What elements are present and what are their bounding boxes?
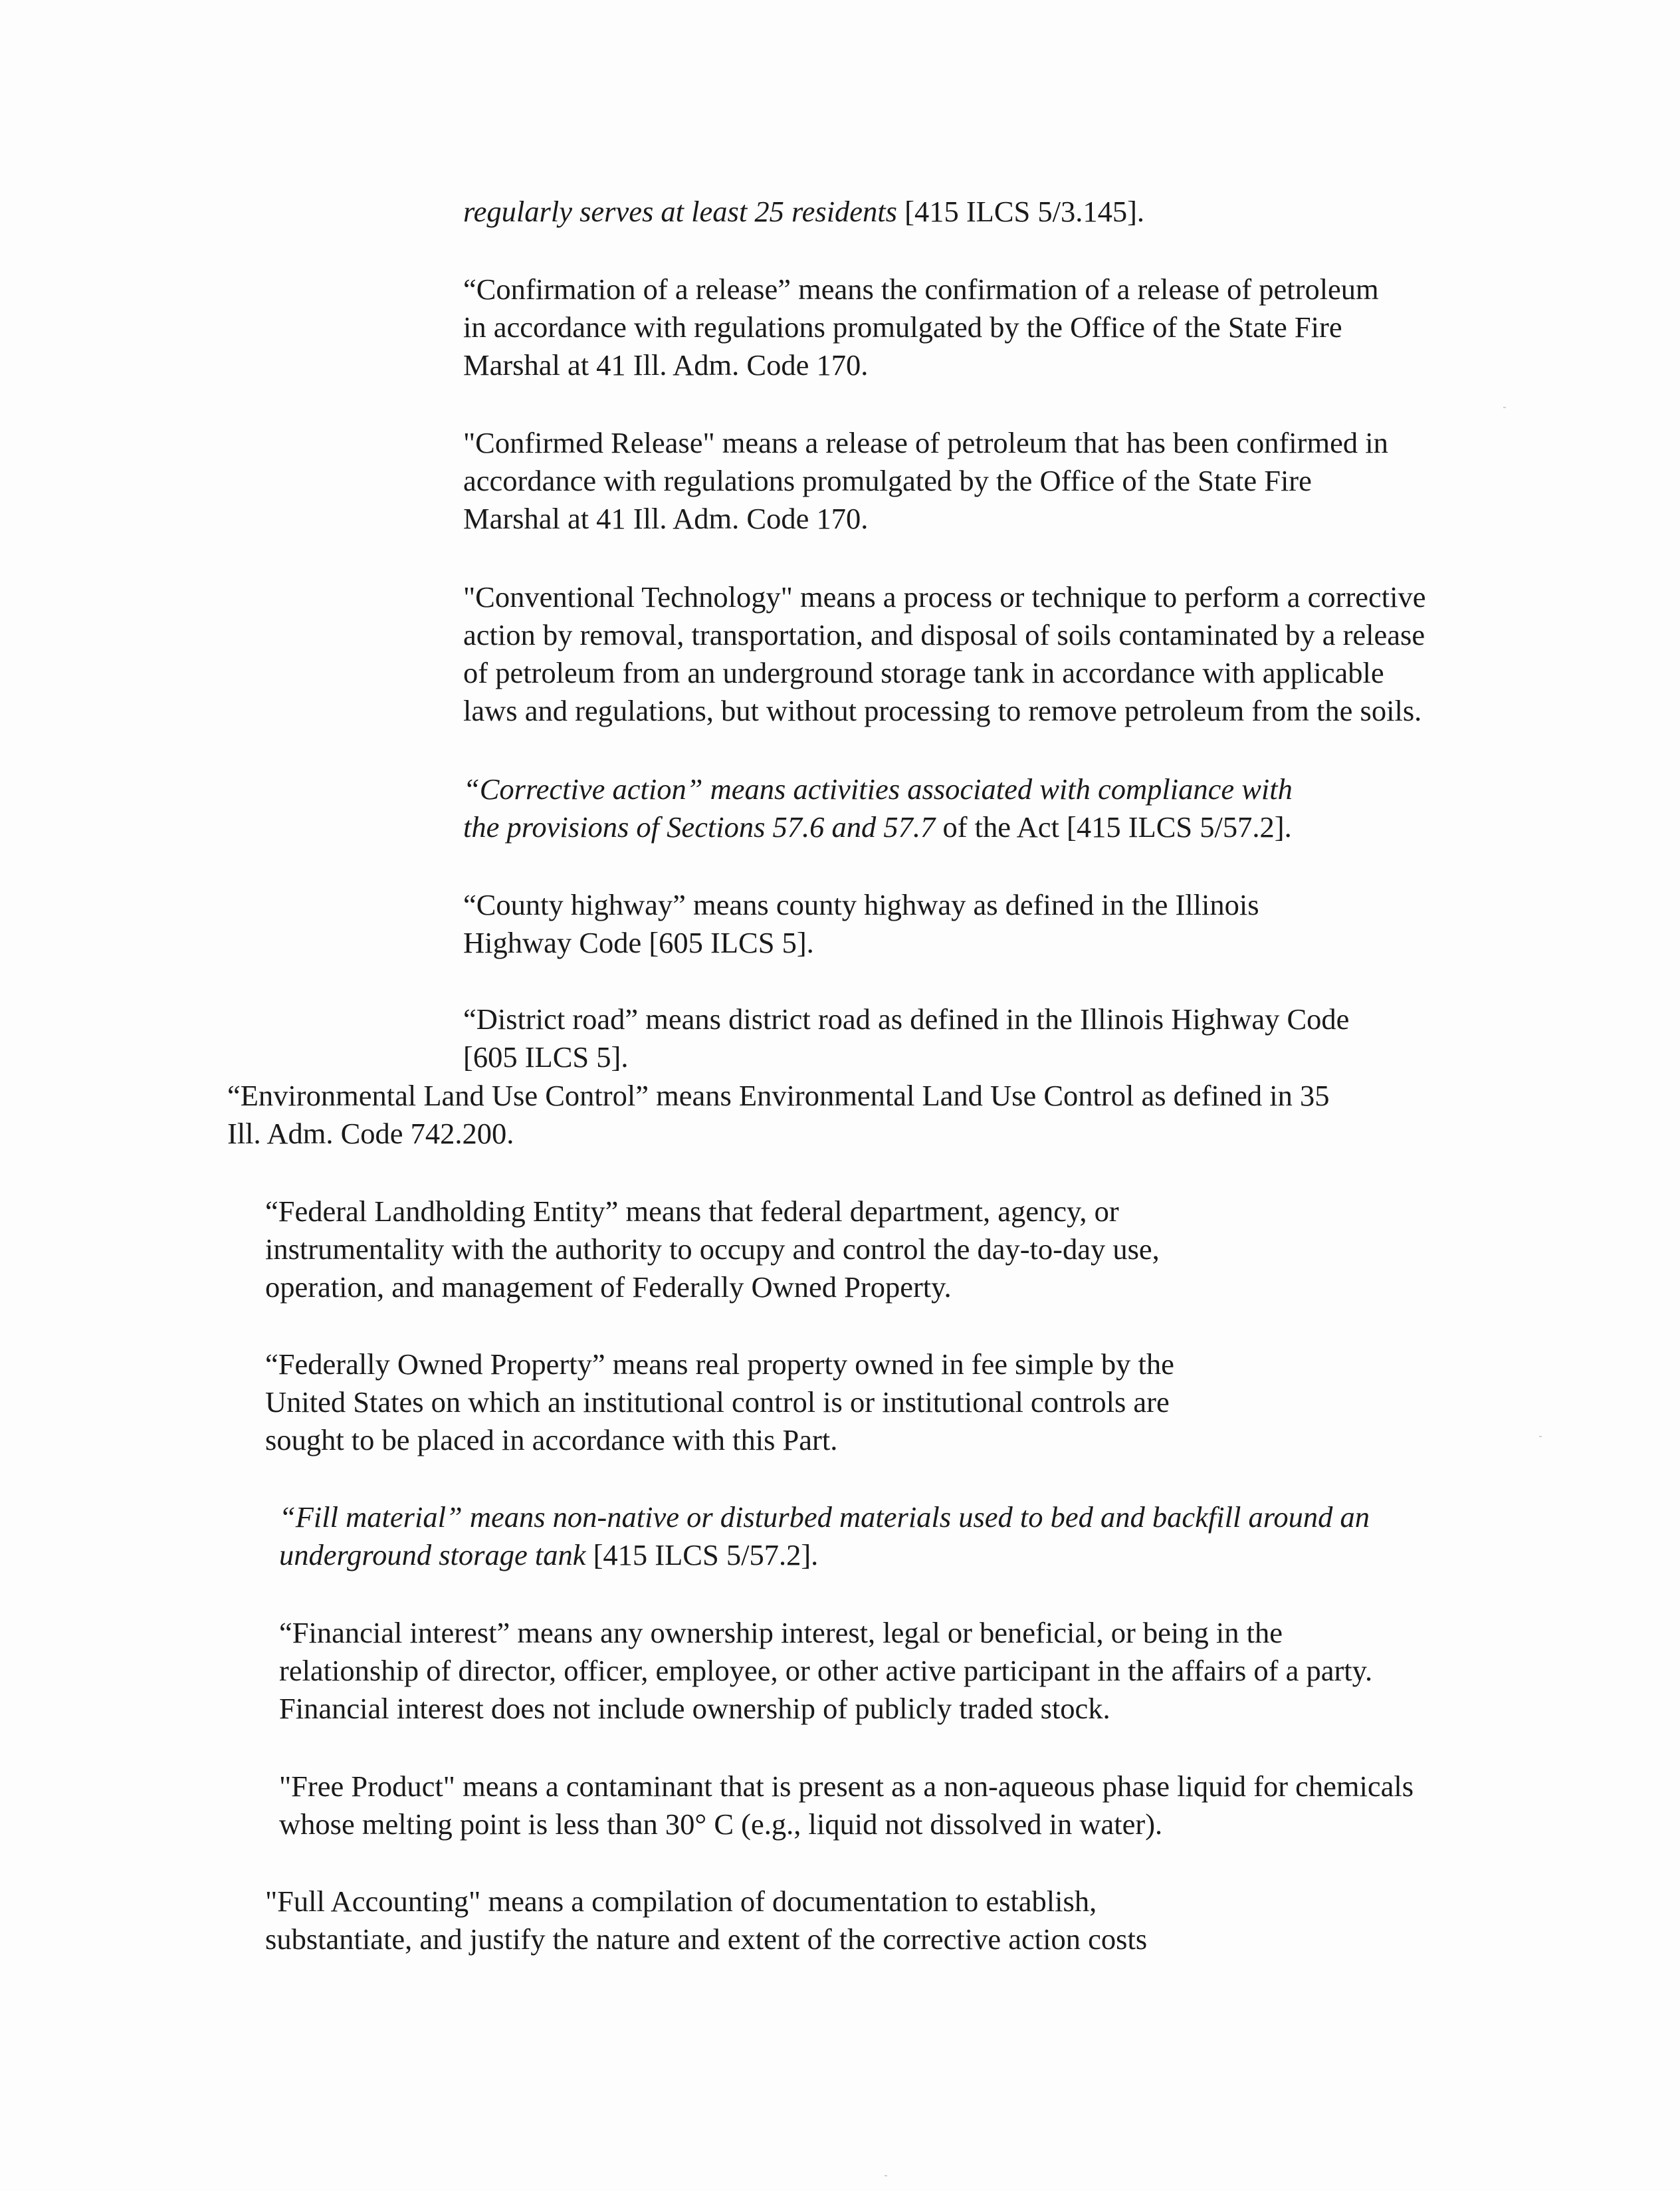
text-line (265, 1383, 1174, 1421)
text-line (279, 1652, 1372, 1690)
text-run: action by removal, transportation, and disposal of soils contaminated by a release (463, 618, 1425, 651)
text-line (463, 616, 1426, 654)
text-line (463, 578, 1426, 616)
definition-environmental-land-use-control (227, 1077, 1329, 1153)
text-run: “Federally Owned Property” means real property owned in fee simple by the (265, 1347, 1174, 1381)
text-line (463, 424, 1388, 462)
scan-speck (1503, 407, 1506, 408)
text-run: underground storage tank (279, 1538, 586, 1571)
text-line (279, 1536, 1370, 1574)
text-run: laws and regulations, but without processing to remove petroleum from the soils. (463, 694, 1422, 727)
text-line (279, 1690, 1372, 1728)
text-line (463, 346, 1379, 384)
text-run: of petroleum from an underground storage tank in accordance with applicable (463, 656, 1384, 689)
text-run: “District road” means district road as defined in the Illinois Highway Code (463, 1002, 1350, 1036)
definition-county-highway (463, 886, 1259, 962)
text-line (463, 1038, 1349, 1076)
text-run: “Financial interest” means any ownership interest, legal or beneficial, or being in the (279, 1616, 1283, 1649)
text-line (279, 1805, 1414, 1843)
scan-speck (1539, 1436, 1542, 1437)
text-line (265, 1883, 1147, 1920)
text-line (463, 500, 1388, 538)
text-line (265, 1920, 1147, 1958)
text-line (463, 462, 1388, 500)
text-run: substantiate, and justify the nature and extent of the corrective action costs (265, 1922, 1148, 1956)
text-run: “Environmental Land Use Control” means Environmental Land Use Control as defined in 35 (227, 1079, 1330, 1112)
text-run: whose melting point is less than 30° C (e.g., liquid not dissolved in water). (279, 1807, 1163, 1841)
text-run: accordance with regulations promulgated by the Office of the State Fire (463, 464, 1312, 497)
text-run: regularly serves at least 25 residents (463, 195, 897, 228)
text-line (265, 1268, 1160, 1306)
text-line (463, 692, 1426, 730)
text-run: Ill. Adm. Code 742.200. (227, 1117, 514, 1150)
text-run: "Conventional Technology" means a process or technique to perform a corrective (463, 580, 1426, 614)
text-line (265, 1193, 1160, 1230)
text-line (265, 1421, 1174, 1459)
definition-federal-landholding-entity (265, 1193, 1160, 1306)
definition-district-road (463, 1000, 1349, 1076)
text-run: "Confirmed Release" means a release of petroleum that has been confirmed in (463, 426, 1388, 459)
definition-confirmed-release (463, 424, 1388, 538)
text-line (265, 1345, 1174, 1383)
definition-full-accounting (265, 1883, 1147, 1958)
text-line (463, 1000, 1349, 1038)
definition-confirmation-of-release (463, 271, 1379, 384)
text-run: Marshal at 41 Ill. Adm. Code 170. (463, 348, 869, 382)
text-run: [415 ILCS 5/3.145]. (897, 195, 1145, 228)
definition-federally-owned-property (265, 1345, 1174, 1459)
text-line (265, 1230, 1160, 1268)
definition-free-product (279, 1768, 1414, 1843)
text-line (463, 770, 1293, 808)
definition-conventional-technology (463, 578, 1426, 730)
text-run: “County highway” means county highway as defined in the Illinois (463, 888, 1259, 921)
definition-fill-material (279, 1498, 1370, 1574)
text-line (227, 1115, 1329, 1153)
text-line (463, 886, 1259, 924)
text-line (463, 654, 1426, 692)
text-run: “Confirmation of a release” means the confirmation of a release of petroleum (463, 273, 1379, 306)
text-line (463, 924, 1259, 962)
text-line (463, 308, 1379, 346)
definition-residents-tail (463, 193, 1144, 231)
text-run: Financial interest does not include ownership of publicly traded stock. (279, 1692, 1110, 1725)
text-run: instrumentality with the authority to occupy and control the day-to-day use, (265, 1232, 1160, 1266)
text-run: "Full Accounting" means a compilation of documentation to establish, (265, 1885, 1097, 1918)
definition-corrective-action (463, 770, 1293, 846)
text-run: in accordance with regulations promulgated by the Office of the State Fire (463, 310, 1342, 344)
text-line (279, 1768, 1414, 1805)
text-line (463, 271, 1379, 308)
text-run: sought to be placed in accordance with this Part. (265, 1423, 838, 1456)
text-line (227, 1077, 1329, 1115)
text-run: of the Act [415 ILCS 5/57.2]. (935, 810, 1292, 844)
text-run: [415 ILCS 5/57.2]. (585, 1538, 819, 1571)
text-run: Highway Code [605 ILCS 5]. (463, 926, 814, 959)
text-run: “Fill material” means non-native or disturbed materials used to bed and backfill around an (279, 1500, 1370, 1534)
text-run: the provisions of Sections 57.6 and 57.7 (463, 810, 936, 844)
text-run: United States on which an institutional control is or institutional controls are (265, 1385, 1170, 1419)
text-run: [605 ILCS 5]. (463, 1040, 629, 1074)
text-run: relationship of director, officer, employee, or other active participant in the affairs of a party. (279, 1654, 1373, 1687)
text-line (463, 193, 1144, 231)
text-line (279, 1498, 1370, 1536)
text-run: Marshal at 41 Ill. Adm. Code 170. (463, 502, 869, 535)
text-run: operation, and management of Federally Owned Property. (265, 1270, 952, 1304)
text-line (463, 808, 1293, 846)
text-run: “Corrective action” means activities associated with compliance with (463, 772, 1293, 806)
definition-financial-interest (279, 1614, 1372, 1728)
text-run: “Federal Landholding Entity” means that federal department, agency, or (265, 1195, 1119, 1228)
text-line (279, 1614, 1372, 1652)
text-run: "Free Product" means a contaminant that is present as a non-aqueous phase liquid for chemicals (279, 1770, 1414, 1803)
scan-speck (885, 2175, 887, 2176)
